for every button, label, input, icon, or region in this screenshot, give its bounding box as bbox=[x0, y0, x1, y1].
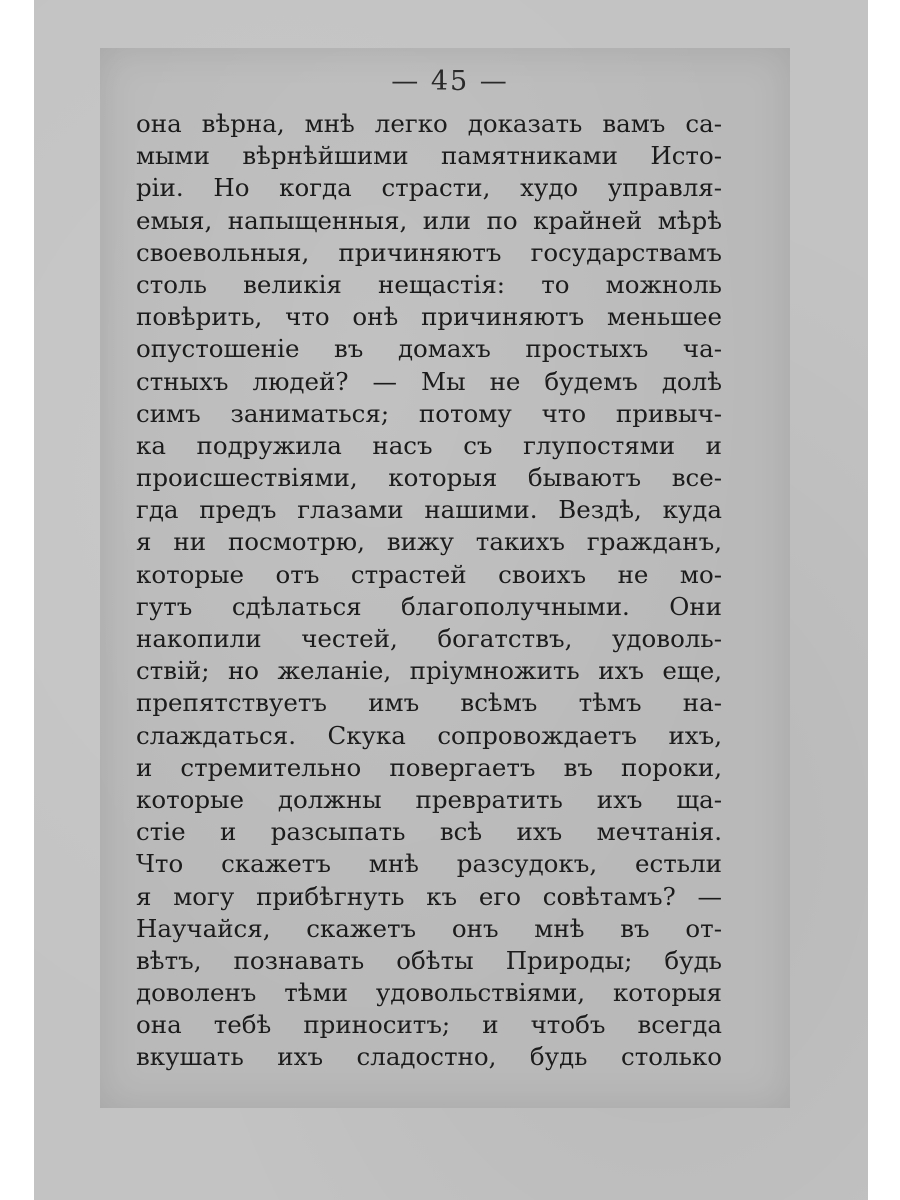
text-line: я могу прибѣгнуть къ его совѣтамъ? — bbox=[136, 881, 722, 911]
text-line: Научайся, скажетъ онъ мнѣ въ от- bbox=[136, 913, 722, 943]
text-line: гда предъ глазами нашими. Вездѣ, куда bbox=[136, 495, 722, 525]
text-line: и стремительно повергаетъ въ пороки, bbox=[136, 752, 722, 782]
text-line: Что скажетъ мнѣ разсудокъ, естьли bbox=[136, 849, 722, 879]
text-line: происшествiями, которыя бываютъ все- bbox=[136, 463, 722, 493]
body-text bbox=[136, 108, 722, 1088]
page-number: — 45 — bbox=[391, 66, 509, 97]
text-line: емыя, напыщенныя, или по крайней мѣрѣ bbox=[136, 205, 722, 235]
text-line: вѣтъ, познавать обѣты Природы; будь bbox=[136, 945, 722, 975]
text-line: ствiй; но желанiе, прiумножить ихъ еще, bbox=[136, 656, 722, 686]
text-line: мыми вѣрнѣйшими памятниками Исто- bbox=[136, 141, 722, 171]
text-line: симъ заниматься; потому что привыч- bbox=[136, 398, 722, 428]
text-line: стiе и разсыпать всѣ ихъ мечтанiя. bbox=[136, 817, 722, 847]
text-line: накопили честей, богатствъ, удоволь- bbox=[136, 624, 722, 653]
text-line: своевольныя, причиняютъ государствамъ bbox=[136, 237, 722, 267]
text-line: которые должны превратить ихъ ща- bbox=[136, 784, 722, 814]
text-line: доволенъ тѣми удовольствiями, которыя bbox=[136, 978, 722, 1008]
text-line: которые отъ страстей своихъ не мо- bbox=[136, 559, 722, 589]
text-line: препятствуетъ имъ всѣмъ тѣмъ на- bbox=[136, 688, 722, 718]
text-line: опустошенiе въ домахъ простыхъ ча- bbox=[136, 334, 722, 364]
text-line: она вѣрна, мнѣ легко доказать вамъ са- bbox=[136, 109, 722, 138]
text-line: стныхъ людей? — Мы не будемъ долѣ bbox=[136, 366, 722, 396]
text-line: рiи. Но когда страсти, худо управля- bbox=[136, 173, 722, 203]
text-line: столь великiя нещастiя: то можноль bbox=[136, 269, 722, 299]
text-line: слаждаться. Скука сопровождаетъ ихъ, bbox=[136, 720, 722, 750]
text-line: я ни посмотрю, вижу такихъ гражданъ, bbox=[136, 527, 722, 557]
text-line: повѣрить, что онѣ причиняютъ меньшее bbox=[136, 302, 722, 332]
text-line: вкушать ихъ сладостно, будь столько bbox=[136, 1042, 722, 1072]
text-line: она тебѣ приноситъ; и чтобъ всегда bbox=[136, 1010, 722, 1040]
text-line: ка подружила насъ съ глупостями и bbox=[136, 430, 722, 460]
text-line: гутъ сдѣлаться благополучными. Они bbox=[136, 591, 722, 621]
